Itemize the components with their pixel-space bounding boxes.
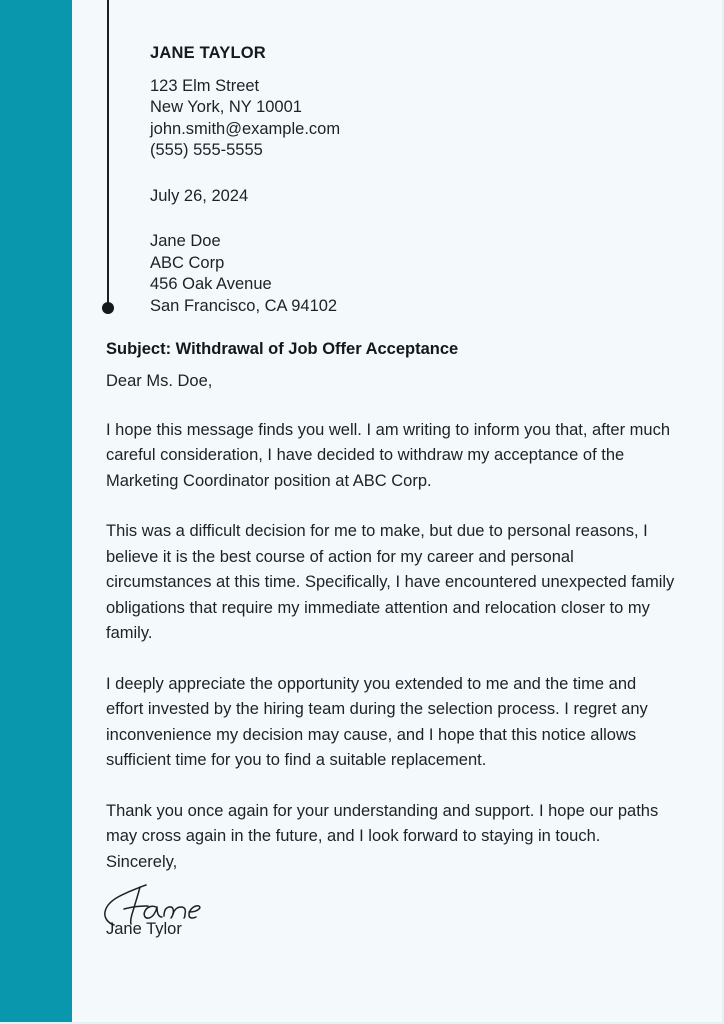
body-paragraph: I deeply appreciate the opportunity you extended to me and the time and effort invested by the hiring team during the selection process. I regret any inconvenience my decision may cause, and I hope that this notice allows sufficient time for you to find a suitable replacement. — [106, 674, 648, 770]
sender-address-block — [150, 76, 670, 162]
sender-email: john.smith@example.com — [150, 119, 341, 138]
body-paragraph: I hope this message finds you well. I am writing to inform you that, after much careful consideration, I have decided to withdraw my acceptance of the Marketing Coordinator position at ABC Corp. — [106, 420, 671, 490]
sender-phone: (555) 555-5555 — [150, 141, 263, 160]
sender-address-line: 123 Elm Street — [150, 76, 260, 95]
letter-body — [106, 338, 678, 939]
body-paragraph: Thank you once again for your understanding and support. I hope our paths may cross again in the future, and I look forward to staying in touch. — [106, 801, 659, 846]
recipient-street: 456 Oak Avenue — [150, 275, 272, 294]
signature-block — [106, 879, 678, 939]
closing-salutation: Sincerely, — [106, 852, 178, 871]
letter-date: July 26, 2024 — [150, 186, 249, 205]
recipient-company: ABC Corp — [150, 253, 225, 272]
date-block — [150, 186, 670, 208]
salutation: Dear Ms. Doe, — [106, 372, 213, 391]
sender-address-line: New York, NY 10001 — [150, 98, 302, 117]
recipient-name: Jane Doe — [150, 232, 221, 251]
letterhead-block — [150, 44, 670, 317]
subject-line: Subject: Withdrawal of Job Offer Acceptance — [106, 340, 459, 358]
recipient-block — [150, 231, 670, 317]
signatory-name: Jane Tylor — [106, 920, 182, 939]
recipient-city-state-zip: San Francisco, CA 94102 — [150, 296, 338, 315]
sender-name: JANE TAYLOR — [150, 44, 266, 62]
body-paragraph: This was a difficult decision for me to make, but due to personal reasons, I believe it is the best course of action for my career and personal circumstances at this time. Specifically, I have encountered unexpected family obligations that require my immediate attention and relocation closer to my family. — [106, 522, 675, 643]
handwritten-signature-icon — [100, 879, 220, 931]
